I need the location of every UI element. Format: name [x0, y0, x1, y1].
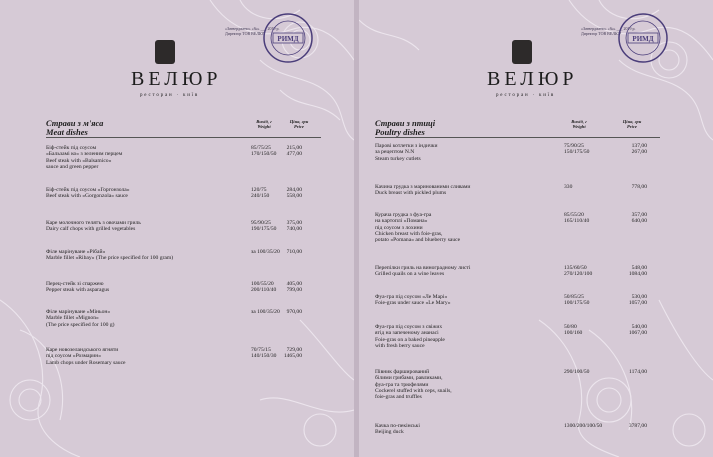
svg-text:РИМД: РИМД: [277, 35, 299, 43]
dish-line: Beef steak with «Balsamico»: [46, 157, 112, 164]
dish-line: Beef steak with «Gorgonzola» sauce: [46, 193, 128, 200]
dish-line: Duck breast with pickled plums: [375, 190, 447, 197]
dish-description: [375, 143, 565, 162]
dish-description: [46, 187, 236, 200]
dish-description: [46, 220, 236, 233]
price-value: 558,00: [286, 193, 302, 200]
weight-value: 165/110/40: [564, 218, 590, 225]
dish-price: [617, 324, 647, 337]
weight-column-header: [248, 119, 280, 129]
section-title-meat: [46, 119, 103, 137]
dish-weight: [564, 369, 624, 375]
price-value: 540,00: [631, 324, 647, 330]
dish-line: Качина грудка з маринованими сливами: [375, 184, 471, 190]
dish-price: [617, 265, 647, 278]
price-column-header: [284, 119, 314, 129]
dish-line: Філе марінуване «Рібай»: [46, 249, 106, 255]
weight-value: 100/160: [564, 330, 583, 337]
price-value: 284,00: [286, 187, 302, 193]
dish-line: Dairy calf chops with grilled vegetables: [46, 226, 136, 233]
price-value: 215,00: [286, 145, 302, 151]
price-value: 1084,00: [628, 271, 647, 278]
dish-line: Steam turkey cutlets: [375, 155, 421, 162]
menu-page-poultry: [359, 0, 713, 457]
weight-value: 120/75: [251, 187, 267, 193]
dish-line: Chicken breast with foie-gras,: [375, 230, 443, 237]
header-en: Price: [294, 124, 304, 129]
svg-text:РИМД: РИМД: [632, 35, 654, 43]
dish-line: фуа-гра та трюфелями: [375, 381, 429, 388]
brand-emblem-icon: [155, 40, 175, 64]
brand-name: ВЕЛЮР: [487, 68, 578, 90]
dish-line: білими грибами, равликами,: [375, 375, 443, 382]
dish-line: Foie-gras under sauce «Le Mary»: [375, 300, 451, 307]
dish-description: [375, 369, 565, 400]
weight-value: 290/100/50: [564, 369, 590, 375]
header-ua: Ціна, грн: [622, 119, 642, 124]
dish-line: Курача грудка з фуа-гра: [375, 212, 432, 218]
weight-value: за 100/35/20: [251, 249, 280, 255]
header-divider: [46, 137, 321, 138]
dish-line: Foie-gras on a baked pineapple: [375, 336, 445, 343]
seal-stamp-icon: [262, 12, 314, 64]
dish-line: під соусом з лохини: [375, 224, 423, 231]
weight-value: 330: [564, 184, 573, 190]
price-value: 530,00: [631, 294, 647, 300]
weight-value: 50/85/25: [564, 294, 584, 300]
header-en: Weight: [572, 124, 586, 129]
weight-value: 270/120/100: [564, 271, 593, 278]
dish-line: Cockerel stuffed with ceps, snails,: [375, 387, 452, 394]
dish-line: foie-gras and truffles: [375, 394, 422, 401]
dish-line: Grilled quails on a wine leaves: [375, 271, 445, 278]
weight-value: 190/175/50: [251, 226, 277, 233]
weight-value: 75/90/25: [564, 143, 584, 149]
dish-line: Каре молочного телятъ з овочами гриль: [46, 220, 141, 226]
dish-line: Beijing duck: [375, 429, 404, 436]
dish-price: [272, 347, 302, 360]
section-title-en: Meat dishes: [46, 127, 88, 137]
section-title-ua: Страви з птиці: [375, 118, 436, 128]
dish-line: Біф-стейк під соусом: [46, 145, 97, 151]
weight-value: 100/175/50: [564, 300, 590, 307]
price-value: 477,00: [286, 151, 302, 158]
dish-line: potato «Pomana» and blueberry sauce: [375, 237, 461, 244]
header-ua: Вихід, г: [256, 119, 272, 124]
weight-value: 100/55/20: [251, 281, 274, 287]
dish-line: Pepper steak with asparagus: [46, 287, 110, 294]
approval-line: Директор ТОВ ВЕЛЮР: [225, 31, 266, 36]
menu-page-meat: [0, 0, 354, 457]
dish-weight: [564, 265, 624, 278]
dish-line: (The price specified for 100 g): [46, 321, 115, 328]
weight-value: 85/75/25: [251, 145, 271, 151]
dish-description: [46, 347, 236, 366]
dish-line: на картоплі «Помана»: [375, 218, 428, 225]
dish-weight: [564, 143, 624, 156]
brand-emblem-icon: [512, 40, 532, 64]
dish-description: [375, 423, 565, 436]
dish-price: [617, 143, 647, 156]
price-value: 729,00: [286, 347, 302, 353]
price-value: 405,00: [286, 281, 302, 287]
dish-line: ягід на запеченому ананасі: [375, 330, 439, 337]
dish-description: [46, 281, 236, 294]
weight-value: 70/75/15: [251, 347, 271, 353]
dish-line: за рецептом N.N: [375, 149, 415, 156]
price-value: 267,00: [631, 149, 647, 156]
section-title-en: Poultry dishes: [375, 127, 425, 137]
header-en: Price: [627, 124, 637, 129]
approval-line: «Затверджено» «№» ___ 2019 р.: [581, 26, 636, 31]
dish-price: [617, 423, 647, 429]
dish-line: with fresh berry sauce: [375, 342, 425, 349]
header-divider: [375, 137, 660, 138]
price-value: 375,00: [286, 220, 302, 226]
dish-price: [617, 212, 647, 225]
dish-weight: [564, 184, 624, 190]
price-column-header: [617, 119, 647, 129]
price-value: 1057,00: [628, 300, 647, 307]
dish-price: [272, 187, 302, 200]
dish-line: Біф-стейк під соусом «Горгонзола»: [46, 187, 130, 193]
dish-line: Качка по-пекінські: [375, 423, 420, 429]
dish-description: [375, 184, 565, 197]
dish-price: [617, 294, 647, 307]
brand-subtitle: ресторан · київ: [140, 93, 200, 98]
section-title-ua: Страви з м'яса: [46, 118, 104, 128]
weight-value: 170/150/50: [251, 151, 277, 158]
header-ua: Ціна, грн: [289, 119, 309, 124]
weight-value: 240/150: [251, 193, 270, 200]
dish-weight: [564, 423, 624, 429]
dish-price: [617, 184, 647, 190]
dish-line: Фуа-гра під соусом з свіжих: [375, 324, 443, 330]
dish-line: Lamb chops under Rosemary sauce: [46, 359, 126, 366]
brand-name: ВЕЛЮР: [131, 68, 222, 90]
dish-price: [617, 369, 647, 375]
approval-line: Директор ТОВ ВЕЛЮР: [581, 31, 622, 36]
dish-line: Перец-стейк зі спаржею: [46, 281, 104, 287]
dish-line: Філе марінуване «Міньон»: [46, 309, 111, 315]
dish-weight: [564, 324, 624, 337]
price-value: 357,00: [631, 212, 647, 218]
dish-price: [272, 249, 302, 255]
dish-price: [272, 309, 302, 315]
price-value: 137,00: [631, 143, 647, 149]
dish-line: Marble fillet «Ribay» (The price specified for 100 gram): [46, 255, 174, 262]
header-ua: Вихід, г: [571, 119, 587, 124]
dish-price: [272, 220, 302, 233]
price-value: 1067,00: [628, 330, 647, 337]
dish-weight: [564, 294, 624, 307]
dish-line: Парові котлетки з індички: [375, 143, 438, 149]
dish-description: [375, 265, 565, 278]
dish-price: [272, 145, 302, 158]
weight-column-header: [563, 119, 595, 129]
dish-line: Marble fillet «Mignon»: [46, 315, 99, 322]
weight-value: 200/110/40: [251, 287, 277, 294]
dish-description: [46, 145, 236, 170]
dish-line: sauce and green pepper: [46, 163, 99, 170]
dish-price: [272, 281, 302, 294]
dish-line: Перепілки гриль на виноградному листі: [375, 265, 471, 271]
dish-description: [46, 249, 236, 262]
dish-line: Каре новозеландського ягняти: [46, 347, 119, 353]
price-value: 740,00: [286, 226, 302, 233]
section-title-poultry: [375, 119, 435, 137]
price-value: 1465,00: [283, 353, 302, 360]
weight-value: 1300/200/100/50: [564, 423, 603, 429]
header-en: Weight: [257, 124, 271, 129]
weight-value: за 100/35/20: [251, 309, 280, 315]
price-value: 778,00: [631, 184, 647, 190]
weight-value: 95/90/25: [251, 220, 271, 226]
dish-line: Півник фарширований: [375, 369, 430, 375]
dish-line: під соусом «Розмарин»: [46, 353, 102, 360]
price-value: 970,00: [286, 309, 302, 315]
weight-value: 85/55/20: [564, 212, 584, 218]
price-value: 710,00: [286, 249, 302, 255]
dish-description: [375, 294, 565, 307]
dish-description: [375, 212, 565, 243]
dish-description: [46, 309, 236, 328]
weight-value: 50/80: [564, 324, 577, 330]
price-value: 3787,00: [628, 423, 647, 429]
price-value: 640,00: [631, 218, 647, 225]
price-value: 548,00: [631, 265, 647, 271]
price-value: 799,00: [286, 287, 302, 294]
seal-stamp-icon: [617, 12, 669, 64]
approval-line: «Затверджено» «№» ___ 2019 р.: [225, 26, 280, 31]
weight-value: 150/175/50: [564, 149, 590, 156]
weight-value: 140/150/30: [251, 353, 277, 360]
price-value: 1174,00: [629, 369, 647, 375]
dish-line: «Бальзамі ко» з зеленим перцем: [46, 151, 123, 158]
brand-subtitle: ресторан · київ: [496, 93, 556, 98]
dish-weight: [564, 212, 624, 225]
weight-value: 135/60/50: [564, 265, 587, 271]
dish-line: Фуа-гра під соусом «Ле Марі»: [375, 294, 448, 300]
dish-description: [375, 324, 565, 349]
